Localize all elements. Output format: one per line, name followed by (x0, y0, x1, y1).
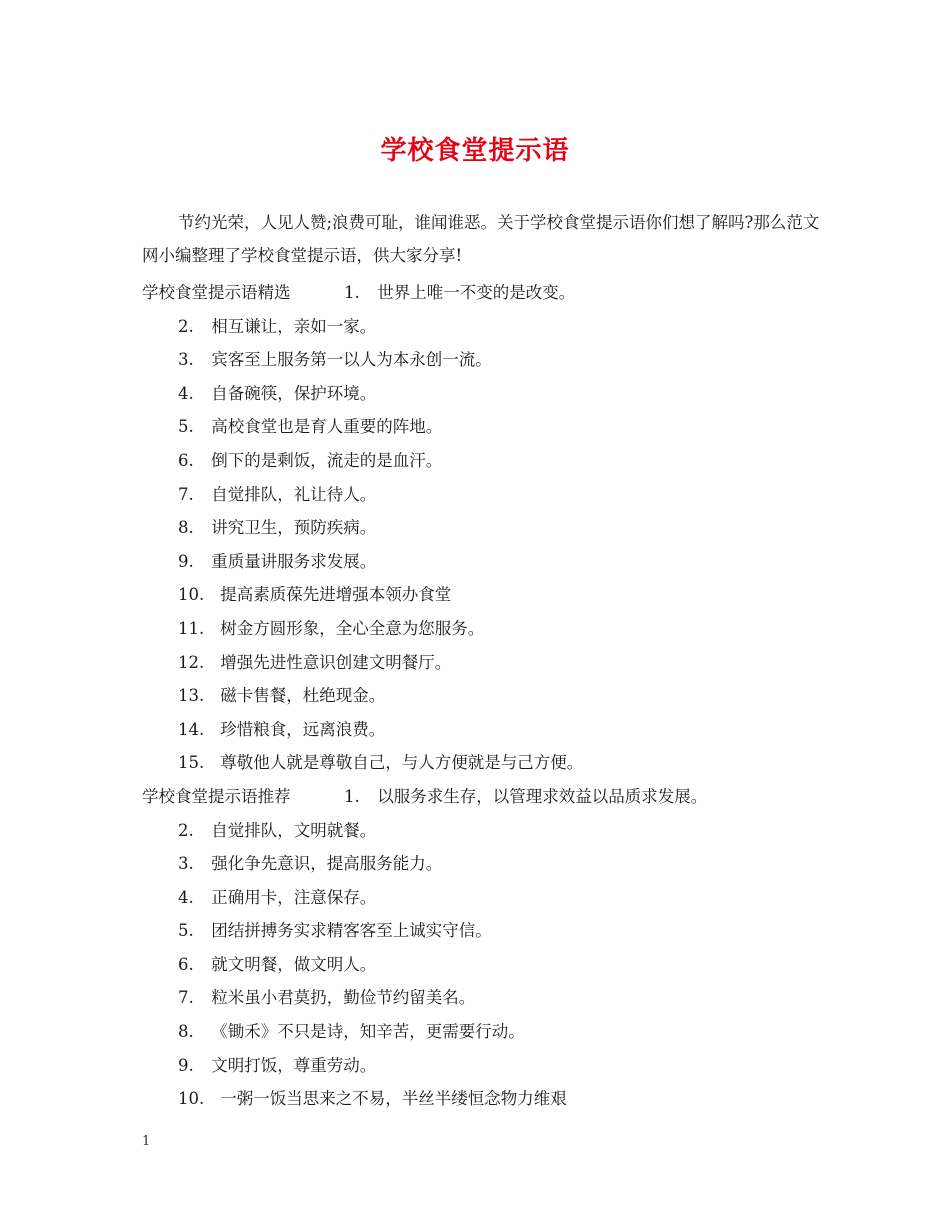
list-item (0, 1082, 950, 1116)
item-number: 10. (178, 1089, 205, 1109)
item-number: 4. (178, 383, 194, 403)
item-number: 1. (344, 786, 360, 806)
item-text: 强化争先意识，提高服务能力。 (211, 854, 443, 874)
item-text: 粒米虽小君莫扔，勤俭节约留美名。 (211, 988, 476, 1008)
item-text: 增强先进性意识创建文明餐厅。 (220, 652, 452, 672)
item-text: 树金方圆形象，全心全意为您服务。 (220, 618, 485, 638)
list-item (0, 746, 950, 780)
item-number: 4. (178, 887, 194, 907)
item-number: 3. (178, 350, 194, 370)
item-number: 15. (178, 753, 205, 773)
item-text: 重质量讲服务求发展。 (211, 551, 377, 571)
item-text: 自觉排队，礼让待人。 (211, 484, 377, 504)
item-text: 讲究卫生，预防疾病。 (211, 518, 377, 538)
item-number: 13. (178, 686, 205, 706)
list-item (0, 578, 950, 612)
item-number: 6. (178, 450, 194, 470)
list-item (0, 478, 950, 512)
item-number: 8. (178, 1022, 194, 1042)
item-text: 就文明餐，做文明人。 (211, 954, 377, 974)
list-item (0, 377, 950, 411)
list-item (0, 881, 950, 915)
page-number: 1 (142, 1134, 151, 1149)
item-number: 14. (178, 719, 205, 739)
document-title: 学校食堂提示语 (380, 136, 570, 166)
intro-paragraph: 节约光荣，人见人赞;浪费可耻，谁闻谁恶。关于学校食堂提示语你们想了解吗?那么范文网小编整理了学校食堂提示语，供大家分享! (142, 213, 820, 265)
list-item (0, 612, 950, 646)
list-item (0, 1049, 950, 1083)
item-text: 自备碗筷，保护环境。 (211, 383, 377, 403)
item-text: 自觉排队，文明就餐。 (211, 820, 377, 840)
item-number: 9. (178, 551, 194, 571)
item-text: 磁卡售餐，杜绝现金。 (220, 686, 386, 706)
list-item (0, 343, 950, 377)
item-text: 一粥一饭当思来之不易，半丝半缕恒念物力维艰 (220, 1089, 567, 1109)
item-number: 11. (178, 618, 205, 638)
item-number: 12. (178, 652, 205, 672)
list-item (0, 444, 950, 478)
list-item (0, 545, 950, 579)
item-text: 倒下的是剩饭，流走的是血汗。 (211, 450, 443, 470)
list-item (0, 310, 950, 344)
item-number: 5. (178, 417, 194, 437)
item-number: 1. (344, 283, 360, 302)
list-item (0, 981, 950, 1015)
item-text: 团结拼搏务实求精客客至上诚实守信。 (211, 921, 492, 941)
item-text: 文明打饭，尊重劳动。 (211, 1055, 377, 1075)
tips-list (0, 276, 950, 1116)
list-item (0, 679, 950, 713)
item-text: 高校食堂也是育人重要的阵地。 (211, 417, 443, 437)
list-item (0, 847, 950, 881)
list-item (0, 914, 950, 948)
list-item (0, 780, 950, 814)
item-number: 8. (178, 518, 194, 538)
list-item (0, 511, 950, 545)
item-number: 9. (178, 1055, 194, 1075)
item-text: 珍惜粮食，远离浪费。 (220, 719, 386, 739)
item-number: 5. (178, 921, 194, 941)
list-item (0, 948, 950, 982)
list-item (0, 646, 950, 680)
list-item (0, 814, 950, 848)
item-number: 3. (178, 854, 194, 874)
item-text: 以服务求生存，以管理求效益以品质求发展。 (377, 786, 708, 806)
item-number: 7. (178, 484, 194, 504)
item-number: 10. (178, 585, 205, 605)
section-heading: 学校食堂提示语精选 (142, 283, 291, 302)
item-number: 7. (178, 988, 194, 1008)
item-text: 正确用卡，注意保存。 (211, 887, 377, 907)
list-item (0, 410, 950, 444)
list-item (0, 1015, 950, 1049)
list-item (0, 276, 950, 310)
item-text: 世界上唯一不变的是改变。 (377, 283, 576, 302)
item-number: 6. (178, 954, 194, 974)
list-item (0, 713, 950, 747)
item-number: 2. (178, 820, 194, 840)
item-text: 相互谦让，亲如一家。 (211, 316, 377, 336)
section-heading: 学校食堂提示语推荐 (142, 786, 291, 806)
item-text: 宾客至上服务第一以人为本永创一流。 (211, 350, 492, 370)
item-text: 提高素质葆先进增强本领办食堂 (220, 585, 452, 605)
item-number: 2. (178, 316, 194, 336)
item-text: 《锄禾》不只是诗，知辛苦，更需要行动。 (211, 1022, 525, 1042)
item-text: 尊敬他人就是尊敬自己，与人方便就是与己方便。 (220, 753, 584, 773)
